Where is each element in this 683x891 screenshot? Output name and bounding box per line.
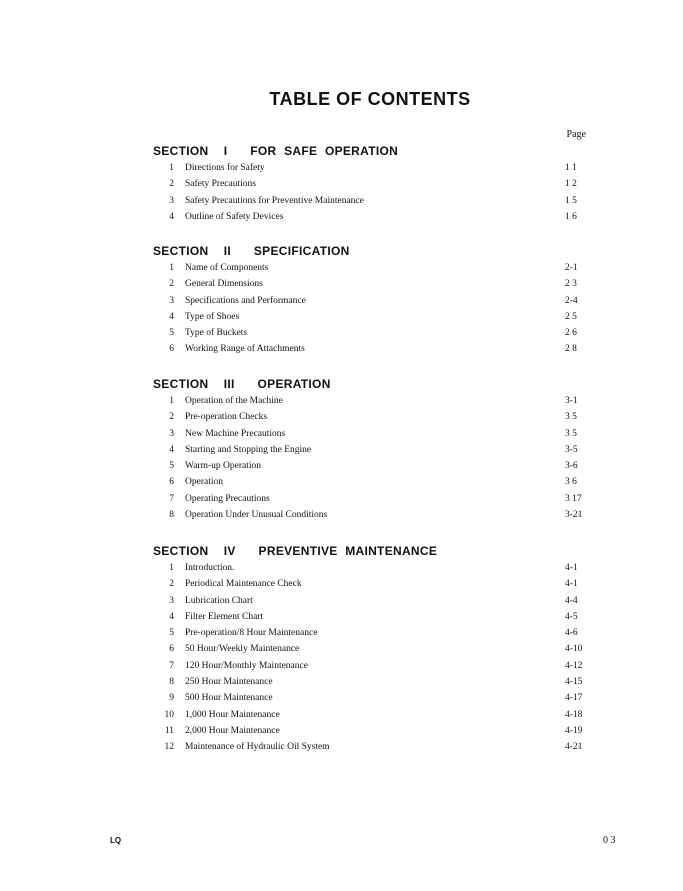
toc-entry[interactable]: [153, 579, 593, 595]
entry-number: 9: [169, 693, 174, 704]
toc-entry[interactable]: [153, 429, 593, 445]
entry-number: 6: [169, 644, 174, 655]
entry-title: Introduction.: [185, 563, 235, 573]
toc-entry[interactable]: [153, 344, 593, 360]
section-2: [153, 243, 593, 361]
entry-number: 1: [169, 163, 174, 173]
entry-title: 2,000 Hour Maintenance: [185, 725, 280, 736]
entry-number: 10: [164, 709, 174, 720]
entry-title: Operation Under Unusual Conditions: [185, 510, 328, 521]
entry-number: 8: [169, 510, 174, 521]
entry-title: 1,000 Hour Maintenance: [185, 709, 280, 720]
toc-entry[interactable]: [153, 212, 593, 228]
entry-page: 1 6: [565, 211, 577, 222]
toc-entry[interactable]: [153, 396, 593, 412]
entry-title: General Dimensions: [185, 279, 263, 290]
section-heading: SECTION III OPERATION: [153, 377, 331, 391]
entry-title: Safety Precautions for Preventive Maintenance: [185, 195, 364, 206]
toc-entry[interactable]: [153, 644, 593, 660]
entry-title: Operation of the Machine: [185, 396, 283, 406]
entry-page: 3-5: [565, 444, 578, 455]
entry-page: 1 1: [565, 163, 577, 173]
entry-page: 2-1: [565, 263, 578, 273]
section-4: [153, 543, 593, 759]
entry-page: 3-1: [565, 396, 578, 406]
toc-entry[interactable]: [153, 328, 593, 344]
entry-title: Name of Components: [185, 263, 269, 273]
entry-page: 4-10: [565, 644, 583, 655]
entry-title: Specifications and Performance: [185, 295, 306, 306]
entry-title: Outline of Safety Devices: [185, 211, 284, 222]
entry-number: 1: [169, 396, 174, 406]
entry-number: 5: [169, 328, 174, 339]
entry-number: 1: [169, 563, 174, 573]
entry-title: Operating Precautions: [185, 493, 270, 504]
entry-number: 7: [169, 660, 174, 671]
entry-title: Safety Precautions: [185, 179, 256, 190]
entry-title: Type of Buckets: [185, 328, 248, 339]
entry-title: Working Range of Attachments: [185, 344, 305, 355]
toc-entry[interactable]: [153, 494, 593, 510]
entry-page: 4-15: [565, 677, 583, 688]
toc-entry[interactable]: [153, 596, 593, 612]
entry-page: 4-1: [565, 563, 578, 573]
entry-number: 3: [169, 295, 174, 306]
entry-number: 4: [169, 611, 174, 622]
entry-page: 4-17: [565, 693, 583, 704]
toc-entry[interactable]: [153, 563, 593, 579]
entry-page: 4-18: [565, 709, 583, 720]
section-3: [153, 376, 593, 526]
entry-page: 3-6: [565, 461, 578, 472]
section-heading: SECTION II SPECIFICATION: [153, 244, 350, 258]
toc-entry[interactable]: [153, 510, 593, 526]
page-column-header: Page: [566, 129, 586, 140]
entry-number: 12: [164, 742, 174, 753]
entry-title: Warm-up Operation: [185, 461, 261, 472]
toc-entry[interactable]: [153, 163, 593, 179]
entry-page: 2 8: [565, 344, 577, 355]
page-number: 0 3: [603, 835, 616, 846]
entry-title: Directions for Safety: [185, 163, 265, 173]
entry-number: 6: [169, 344, 174, 355]
toc-entry[interactable]: [153, 179, 593, 195]
entry-page: 4-4: [565, 595, 578, 606]
entry-title: Type of Shoes: [185, 311, 240, 322]
entry-number: 2: [169, 579, 174, 590]
entry-number: 11: [164, 725, 174, 736]
toc-entry[interactable]: [153, 461, 593, 477]
entry-number: 6: [169, 477, 174, 488]
entry-title: 50 Hour/Weekly Maintenance: [185, 644, 300, 655]
entry-title: Filter Element Chart: [185, 611, 264, 622]
toc-entry[interactable]: [153, 693, 593, 709]
toc-entry[interactable]: [153, 710, 593, 726]
entry-title: Pre-operation Checks: [185, 412, 268, 423]
entry-number: 4: [169, 444, 174, 455]
entry-title: Pre-operation/8 Hour Maintenance: [185, 628, 318, 639]
footer-code: LQ: [110, 836, 122, 845]
entry-number: 5: [169, 628, 174, 639]
page-title: TABLE OF CONTENTS: [269, 89, 471, 109]
toc-entry[interactable]: [153, 296, 593, 312]
entry-title: New Machine Precautions: [185, 428, 286, 439]
entry-page: 2 6: [565, 328, 577, 339]
toc-entry[interactable]: [153, 612, 593, 628]
entry-page: 4-1: [565, 579, 578, 590]
entry-title: Operation: [185, 477, 223, 488]
toc-entry[interactable]: [153, 263, 593, 279]
entry-page: 2 5: [565, 311, 577, 322]
entry-number: 3: [169, 195, 174, 206]
entry-page: 2-4: [565, 295, 578, 306]
entry-title: Lubrication Chart: [185, 595, 253, 606]
entry-number: 3: [169, 595, 174, 606]
toc-entry[interactable]: [153, 412, 593, 428]
entry-page: 4-5: [565, 611, 578, 622]
entry-page: 3 17: [565, 493, 582, 504]
entry-page: 2 3: [565, 279, 577, 290]
entry-title: Maintenance of Hydraulic Oil System: [185, 742, 330, 753]
toc-entry[interactable]: [153, 279, 593, 295]
entry-page: 4-12: [565, 660, 583, 671]
entry-number: 2: [169, 412, 174, 423]
entry-title: 250 Hour Maintenance: [185, 677, 273, 688]
entry-title: Starting and Stopping the Engine: [185, 444, 312, 455]
toc-entry[interactable]: [153, 661, 593, 677]
section-heading: SECTION IV PREVENTIVE MAINTENANCE: [153, 544, 438, 558]
entry-number: 2: [169, 179, 174, 190]
entry-number: 4: [169, 311, 174, 322]
toc-entry[interactable]: [153, 628, 593, 644]
toc-entry[interactable]: [153, 742, 593, 758]
entry-page: 4-21: [565, 742, 583, 753]
entry-page: 4-19: [565, 725, 583, 736]
toc-entry[interactable]: [153, 312, 593, 328]
entry-number: 8: [169, 677, 174, 688]
entry-page: 4-6: [565, 628, 578, 639]
section-1: [153, 143, 593, 228]
entry-page: 3 5: [565, 428, 577, 439]
toc-entry[interactable]: [153, 677, 593, 693]
entry-number: 5: [169, 461, 174, 472]
entry-page: 1 2: [565, 179, 577, 190]
entry-number: 3: [169, 428, 174, 439]
entry-number: 2: [169, 279, 174, 290]
entry-page: 1 5: [565, 195, 577, 206]
toc-entry[interactable]: [153, 726, 593, 742]
toc-entry[interactable]: [153, 477, 593, 493]
entry-page: 3-21: [565, 510, 583, 521]
toc-entry[interactable]: [153, 445, 593, 461]
entry-page: 3 6: [565, 477, 577, 488]
toc-entry[interactable]: [153, 196, 593, 212]
entry-page: 3 5: [565, 412, 577, 423]
entry-title: 120 Hour/Monthly Maintenance: [185, 660, 308, 671]
entry-number: 1: [169, 263, 174, 273]
entry-title: Periodical Maintenance Check: [185, 579, 302, 590]
section-heading: SECTION I FOR SAFE OPERATION: [153, 144, 399, 158]
entry-number: 7: [169, 493, 174, 504]
entry-title: 500 Hour Maintenance: [185, 693, 273, 704]
entry-number: 4: [169, 211, 174, 222]
